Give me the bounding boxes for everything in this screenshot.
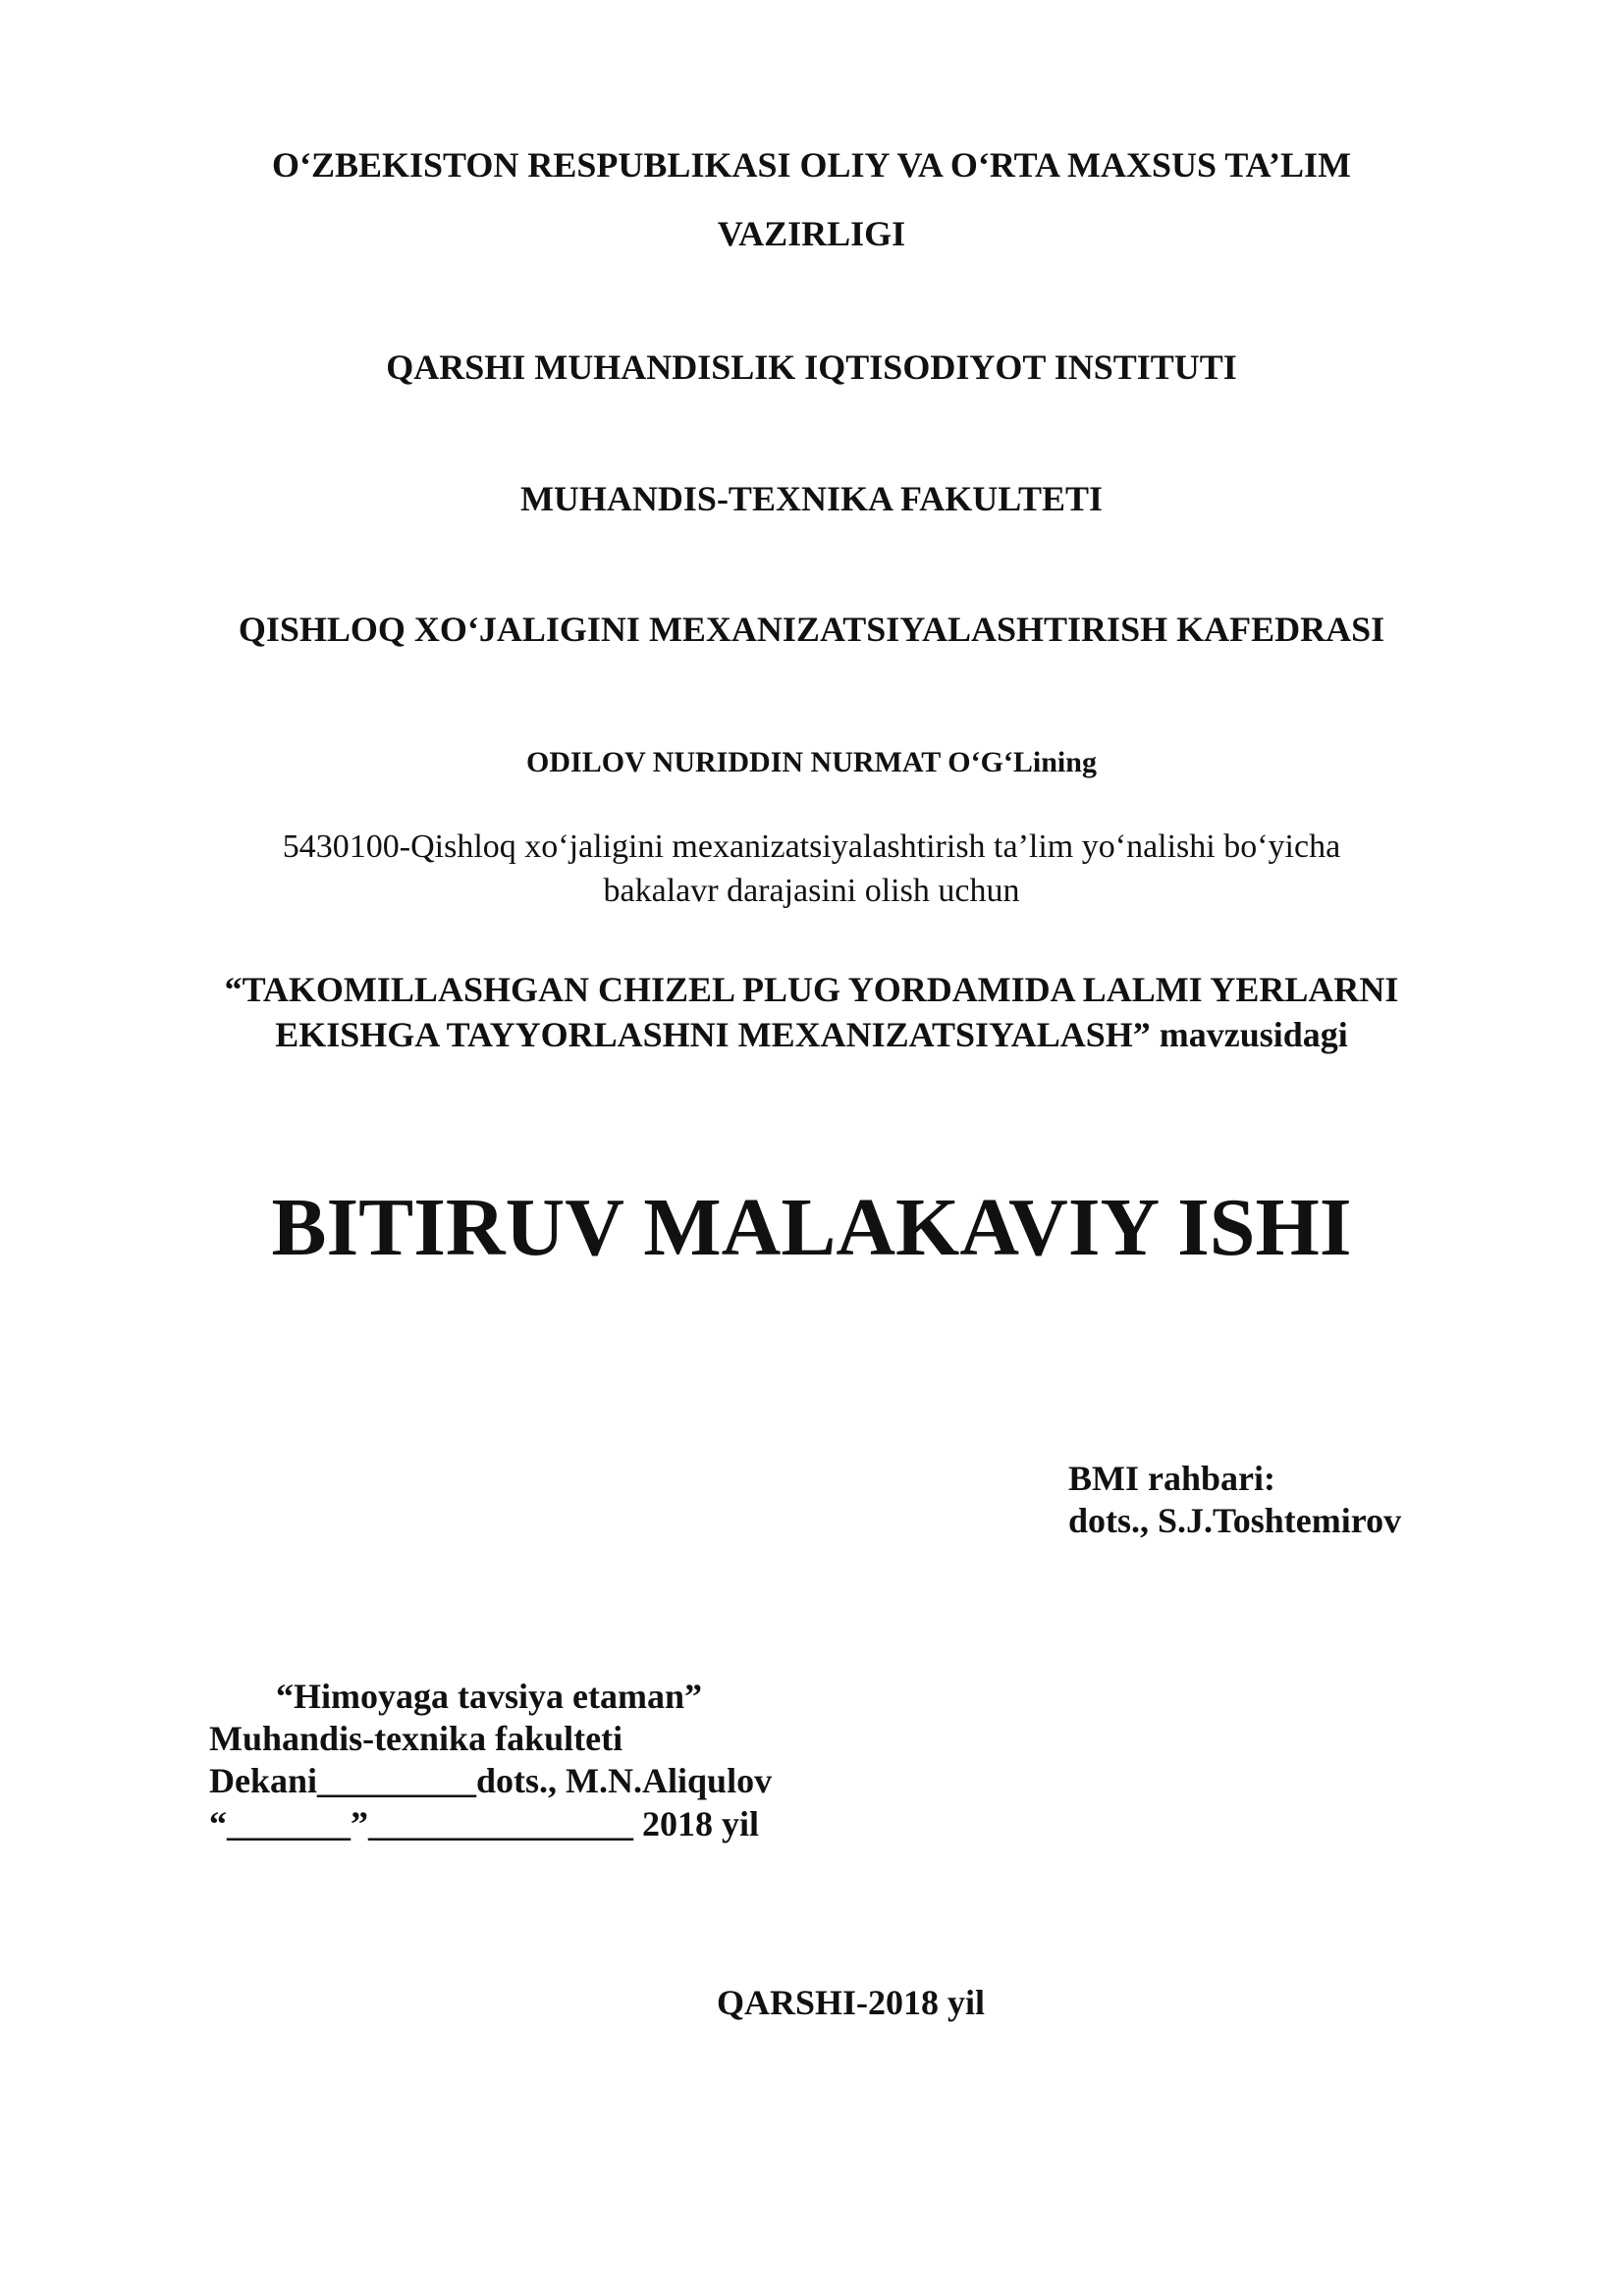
student-name: ODILOV NURIDDIN NURMAT O‘G‘Lining [526,746,1097,778]
supervisor-block [1068,1458,1401,1542]
document-title: BITIRUV MALAKAVIY ISHI [271,1182,1352,1273]
approval-line-3: Dekani_________dots., M.N.Aliqulov [209,1761,773,1801]
topic-suffix: mavzusidagi [1150,1015,1348,1054]
supervisor-name: dots., S.J.Toshtemirov [1068,1501,1402,1541]
ministry-line-2: VAZIRLIGI [717,214,906,253]
topic-line-1: “TAKOMILLASHGAN CHIZEL PLUG YORDAMIDA LALMI YERLARNI [224,970,1399,1009]
approval-block [209,1676,772,1845]
topic-line-2 [0,1015,1623,1055]
approval-line-1: “Himoyaga tavsiya etaman” [276,1677,702,1716]
department-name: QISHLOQ XO‘JALIGINI MEXANIZATSIYALASHTIRISH KAFEDRASI [238,610,1385,649]
ministry-line-1: O‘ZBEKISTON RESPUBLIKASI OLIY VA O‘RTA MAXSUS TA’LIM [271,145,1351,185]
degree-line-2: bakalavr darajasini olish uchun [603,873,1020,909]
topic-line-2-main: EKISHGA TAYYORLASHNI MEXANIZATSIYALASH” [275,1015,1151,1054]
faculty-name: MUHANDIS-TEXNIKA FAKULTETI [519,479,1104,518]
supervisor-label: BMI rahbari: [1068,1459,1275,1498]
approval-line-4: “_______”_______________ 2018 yil [209,1803,760,1843]
footer-city-year: QARSHI-2018 yil [716,1983,986,2022]
institute-name: QARSHI MUHANDISLIK IQTISODIYOT INSTITUTI [386,347,1237,387]
degree-line-1: 5430100-Qishloq xo‘jaligini mexanizatsiyalashtirish ta’lim yo‘nalishi bo‘yicha [282,828,1341,865]
approval-line-2: Muhandis-texnika fakulteti [209,1719,623,1759]
